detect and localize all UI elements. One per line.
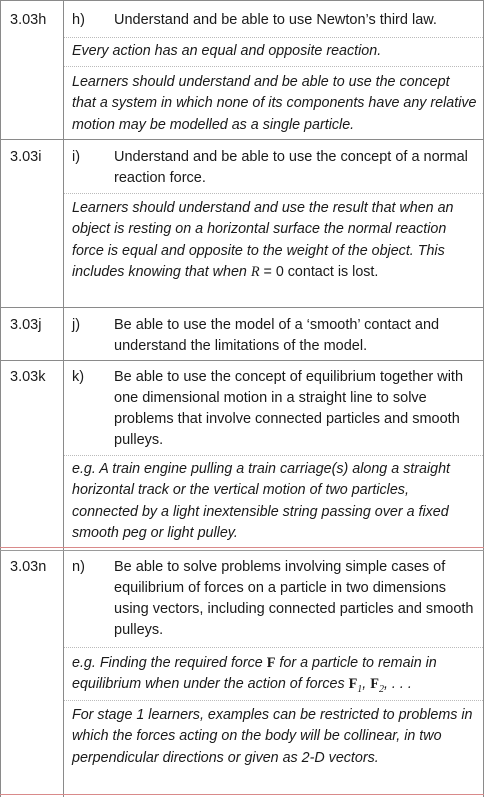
spec-code: 3.03h (10, 12, 47, 28)
table-right-border (483, 0, 484, 797)
item-letter: k) (72, 369, 85, 385)
item-letter: h) (72, 12, 85, 28)
guidance-text: Every action has an equal and opposite reaction. (72, 43, 382, 59)
guidance-text-part: e.g. Finding the required force (72, 655, 267, 671)
item-statement: Understand and be able to use Newton’s third law. (114, 12, 437, 28)
vector-subscript: 2 (378, 684, 384, 696)
guidance-text: Learners should understand and be able to use the concept that a system in which none of its components have any relative motion may be modelled as a single particle. (72, 74, 477, 133)
row-divider (0, 139, 484, 140)
item-statement: Be able to use the model of a ‘smooth’ contact and understand the limitations of the model. (114, 317, 440, 354)
table-top-border (0, 0, 484, 1)
row-divider (64, 647, 483, 648)
row-divider (0, 547, 484, 548)
item-statement: Be able to solve problems involving simple cases of equilibrium of forces on a particle in two dimensions using vectors, including connected particles and smooth pulleys. (114, 559, 474, 638)
item-letter: n) (72, 559, 85, 575)
table-bottom-border (0, 794, 484, 795)
row-divider (64, 455, 483, 456)
guidance-text-part: Learners should understand and use the result that when an object is resting on a horizontal surface the normal reaction force is equal and opposite to the weight of the object. This includes knowing that when (72, 200, 454, 280)
vector-symbol: F (370, 676, 379, 693)
row-divider (0, 307, 484, 308)
guidance-text: For stage 1 learners, examples can be restricted to problems in which the forces acting on the body will be collinear, in two perpendicular directions or given as 2-D vectors. (72, 707, 473, 766)
vector-symbol: F (348, 676, 358, 693)
separator: , . . . (383, 676, 412, 693)
vector-symbol: F (266, 655, 276, 671)
item-letter: j) (72, 317, 81, 333)
guidance-text-part: for a particle to remain in equilibrium when under the action of forces (72, 655, 437, 693)
table-left-border (0, 0, 1, 797)
guidance-text (72, 198, 477, 283)
spec-code: 3.03n (10, 559, 47, 575)
guidance-text (72, 653, 477, 700)
row-divider (64, 66, 483, 67)
item-statement: Be able to use the concept of equilibrium together with one dimensional motion in a straight line to solve problems that involve connected particles and smooth pulleys. (114, 369, 464, 448)
spec-code: 3.03k (10, 369, 46, 385)
separator: , (362, 676, 371, 693)
spec-code: 3.03j (10, 317, 42, 333)
item-statement: Understand and be able to use the concept of a normal reaction force. (114, 149, 468, 186)
spec-code: 3.03i (10, 149, 42, 165)
vector-subscript: 1 (357, 684, 363, 696)
guidance-text-part: = 0 contact is lost. (259, 263, 379, 280)
item-letter: i) (72, 149, 81, 165)
row-divider (0, 550, 484, 551)
row-divider (0, 360, 484, 361)
math-symbol: R (250, 263, 260, 280)
row-divider (64, 37, 483, 38)
row-divider (64, 193, 483, 194)
column-divider-code (63, 0, 64, 797)
guidance-text: e.g. A train engine pulling a train carriage(s) along a straight horizontal track or the vertical motion of two particles, connected by a light inextensible string passing over a fixed smooth peg or light pulley. (72, 461, 451, 541)
